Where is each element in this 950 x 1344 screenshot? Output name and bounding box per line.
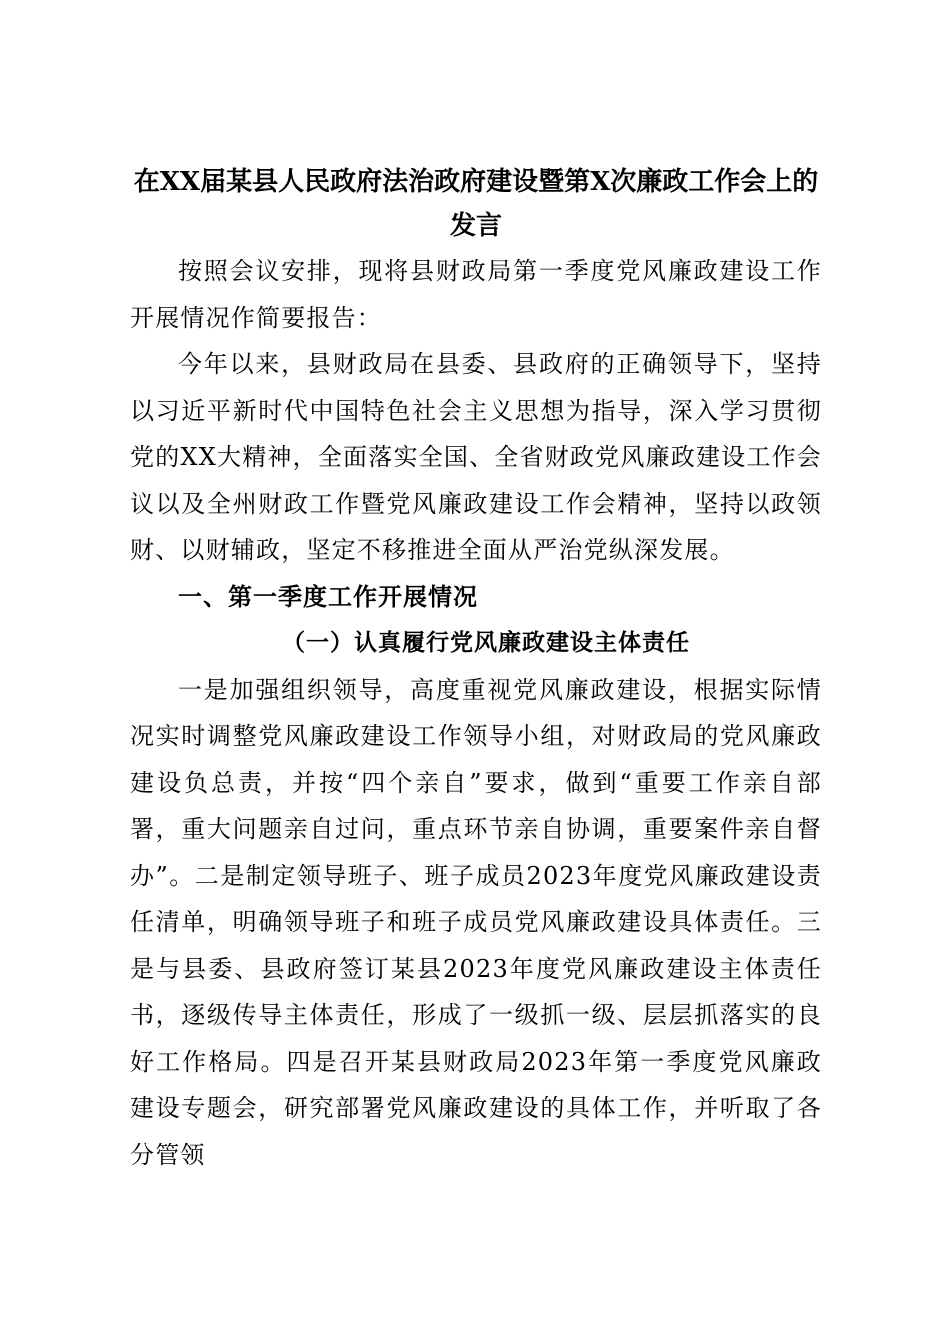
overview-paragraph: 今年以来，县财政局在县委、县政府的正确领导下，坚持以习近平新时代中国特色社会主义思想为指导，深入学习贯彻党的XX大精神，全面落实全国、全省财政党风廉政建设工作会议以及全州财政工作暨党风廉政建设工作会精神，坚持以政领财、以财辅政，坚定不移推进全面从严治党纵深发展。 (130, 350, 822, 564)
subsection-heading: （一）认真履行党风廉政建设主体责任 (282, 629, 690, 656)
section-heading: 一、第一季度工作开展情况 (178, 582, 478, 611)
body-paragraph: 一是加强组织领导，高度重视党风廉政建设，根据实际情况实时调整党风廉政建设工作领导小组，对财政局的党风廉政建设负总责，并按“四个亲自”要求，做到“重要工作亲自部署，重大问题亲自过问，重点环节亲自协调，重要案件亲自督办”。二是制定领导班子、班子成员2023年度党风廉政建设责任清单，明确领导班子和班子成员党风廉政建设具体责任。三是与县委、县政府签订某县2023年度党风廉政建设主体责任书，逐级传导主体责任，形成了一级抓一级、层层抓落实的良好工作格局。四是召开某县财政局2023年第一季度党风廉政建设专题会，研究部署党风廉政建设的具体工作，并听取了各分管领 (130, 675, 822, 1169)
intro-paragraph: 按照会议安排，现将县财政局第一季度党风廉政建设工作开展情况作简要报告： (130, 257, 822, 332)
document-title: 在XX届某县人民政府法治政府建设暨第X次廉政工作会上的发言 (133, 167, 819, 241)
document-body (130, 160, 822, 1178)
